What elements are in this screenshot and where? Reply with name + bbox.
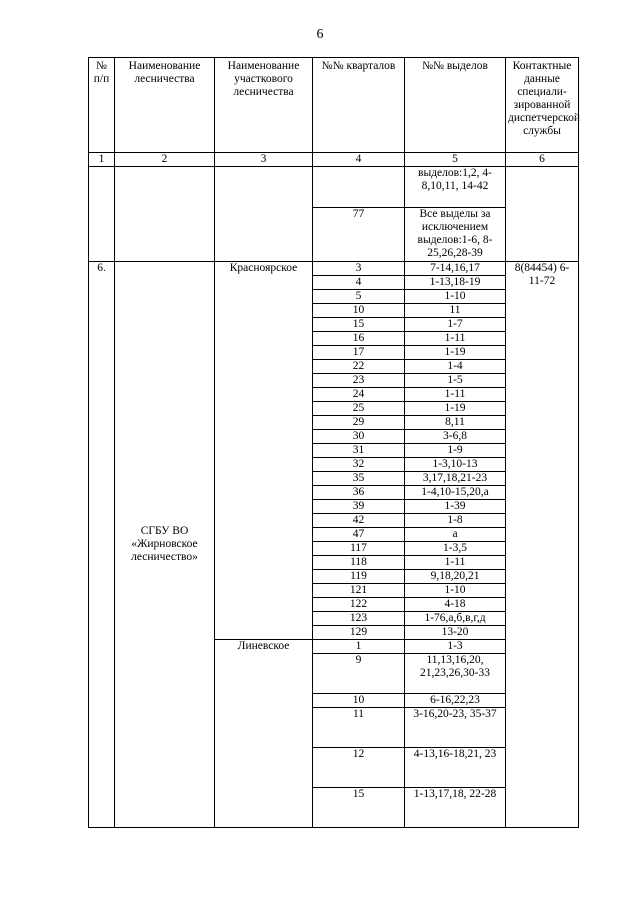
sections-cell: выделов:1,2, 4-8,10,11, 14-42 — [405, 167, 506, 208]
empty-cell — [506, 167, 579, 262]
column-number: 5 — [405, 153, 506, 167]
sections-cell: 1-8 — [405, 514, 506, 528]
header-number: № п/п — [89, 58, 115, 153]
empty-cell — [215, 167, 313, 262]
quarter-cell: 31 — [313, 444, 405, 458]
header-sections: №№ выделов — [405, 58, 506, 153]
sections-cell: 4-18 — [405, 598, 506, 612]
sections-cell: 1-11 — [405, 388, 506, 402]
quarter-cell: 15 — [313, 318, 405, 332]
quarter-cell: 15 — [313, 788, 405, 828]
quarter-cell: 123 — [313, 612, 405, 626]
table-row — [89, 262, 579, 276]
empty-cell — [115, 167, 215, 262]
sections-cell: 7-14,16,17 — [405, 262, 506, 276]
quarter-cell: 23 — [313, 374, 405, 388]
sections-cell: 1-11 — [405, 556, 506, 570]
sections-cell: 1-10 — [405, 290, 506, 304]
quarter-cell: 119 — [313, 570, 405, 584]
sections-cell: 1-3 — [405, 640, 506, 654]
quarter-cell: 25 — [313, 402, 405, 416]
sections-cell: 1-76,а,б,в,г,д — [405, 612, 506, 626]
sections-cell: Все выделы за исключением выделов:1-6, 8-25,26,28-39 — [405, 208, 506, 262]
sections-cell: 1-3,10-13 — [405, 458, 506, 472]
quarter-cell: 77 — [313, 208, 405, 262]
forestry-name: СГБУ ВО «Жирновское лесничество» — [115, 262, 215, 828]
sections-cell: 1-19 — [405, 346, 506, 360]
quarter-cell: 16 — [313, 332, 405, 346]
sections-cell: 1-39 — [405, 500, 506, 514]
sections-cell: 4-13,16-18,21, 23 — [405, 748, 506, 788]
contact-cell: 8(84454) 6-11-72 — [506, 262, 579, 828]
quarter-cell — [313, 167, 405, 208]
quarter-cell: 10 — [313, 694, 405, 708]
sections-cell: 9,18,20,21 — [405, 570, 506, 584]
empty-cell — [89, 167, 115, 262]
entry-number: 6. — [89, 262, 115, 828]
sections-cell: 3-16,20-23, 35-37 — [405, 708, 506, 748]
page-number: 6 — [316, 27, 324, 42]
sections-cell: 1-13,17,18, 22-28 — [405, 788, 506, 828]
sections-cell: 3-6,8 — [405, 430, 506, 444]
column-number: 1 — [89, 153, 115, 167]
district-name: Красноярское — [215, 262, 313, 640]
table-row — [89, 167, 579, 208]
quarter-cell: 17 — [313, 346, 405, 360]
quarter-cell: 22 — [313, 360, 405, 374]
header-forestry: Наименование лесничества — [115, 58, 215, 153]
quarter-cell: 42 — [313, 514, 405, 528]
header-district: Наименование участкового лесничества — [215, 58, 313, 153]
quarter-cell: 1 — [313, 640, 405, 654]
quarter-cell: 10 — [313, 304, 405, 318]
column-number: 3 — [215, 153, 313, 167]
quarter-cell: 11 — [313, 708, 405, 748]
quarter-cell: 118 — [313, 556, 405, 570]
header-quarters: №№ кварталов — [313, 58, 405, 153]
sections-cell: 1-3,5 — [405, 542, 506, 556]
column-number: 4 — [313, 153, 405, 167]
sections-cell: 13-20 — [405, 626, 506, 640]
header-contact: Контактные данные специали-зированной диспетчерской службы — [506, 58, 579, 153]
quarter-cell: 32 — [313, 458, 405, 472]
quarter-cell: 12 — [313, 748, 405, 788]
sections-cell: 1-13,18-19 — [405, 276, 506, 290]
quarter-cell: 39 — [313, 500, 405, 514]
sections-cell: 3,17,18,21-23 — [405, 472, 506, 486]
sections-cell: 1-10 — [405, 584, 506, 598]
quarter-cell: 3 — [313, 262, 405, 276]
quarter-cell: 121 — [313, 584, 405, 598]
quarter-cell: 117 — [313, 542, 405, 556]
sections-cell: 6-16,22,23 — [405, 694, 506, 708]
sections-cell: 1-4 — [405, 360, 506, 374]
quarter-cell: 5 — [313, 290, 405, 304]
quarter-cell: 30 — [313, 430, 405, 444]
forest-table — [88, 57, 579, 828]
quarter-cell: 4 — [313, 276, 405, 290]
quarter-cell: 47 — [313, 528, 405, 542]
sections-cell: 1-19 — [405, 402, 506, 416]
quarter-cell: 29 — [313, 416, 405, 430]
quarter-cell: 35 — [313, 472, 405, 486]
column-number: 2 — [115, 153, 215, 167]
sections-cell: а — [405, 528, 506, 542]
quarter-cell: 36 — [313, 486, 405, 500]
sections-cell: 1-4,10-15,20,а — [405, 486, 506, 500]
sections-cell: 8,11 — [405, 416, 506, 430]
quarter-cell: 122 — [313, 598, 405, 612]
quarter-cell: 9 — [313, 654, 405, 694]
sections-cell: 11 — [405, 304, 506, 318]
district-name: Линевское — [215, 640, 313, 828]
sections-cell: 1-7 — [405, 318, 506, 332]
header-row — [89, 58, 579, 153]
column-number-row — [89, 153, 579, 167]
quarter-cell: 24 — [313, 388, 405, 402]
sections-cell: 11,13,16,20, 21,23,26,30-33 — [405, 654, 506, 694]
sections-cell: 1-9 — [405, 444, 506, 458]
sections-cell: 1-5 — [405, 374, 506, 388]
quarter-cell: 129 — [313, 626, 405, 640]
sections-cell: 1-11 — [405, 332, 506, 346]
column-number: 6 — [506, 153, 579, 167]
